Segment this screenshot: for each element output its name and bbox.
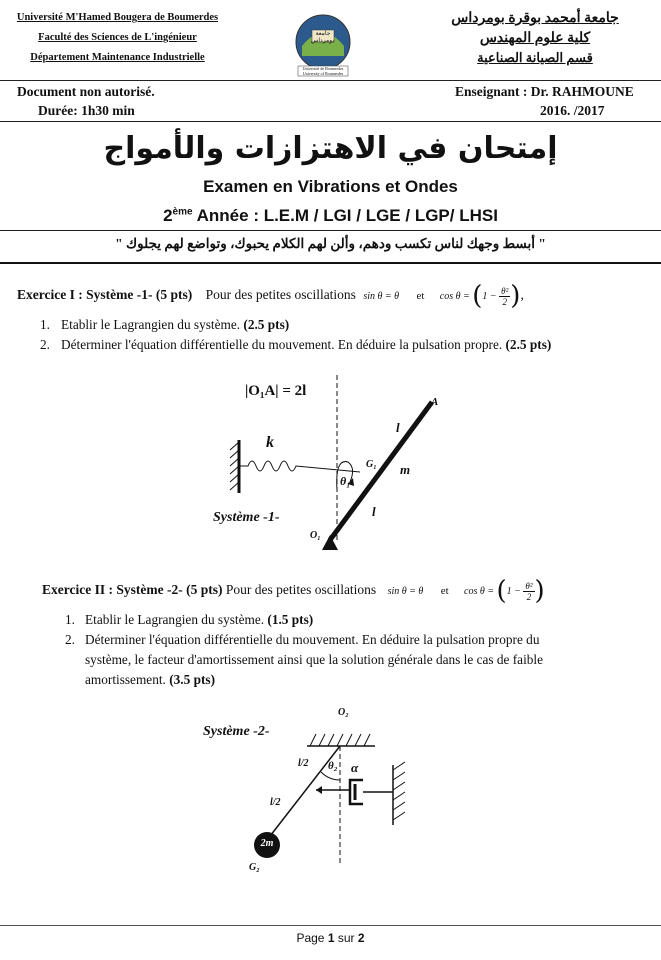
sin-approx-2: sin θ = θ [387,586,424,598]
cos-approx-lhs-2: cos θ = [464,586,497,598]
label-theta2: θ₂ [328,760,338,772]
motivational-quote: " أبسط وجهك لناس تكسب ودهم، وألن لهم الكلام يحبوك، وتواضع لهم يجلوك " [115,236,546,251]
angle-arc-theta2 [321,772,340,780]
formula-comma: , [520,287,524,303]
faculty-name-fr: Faculté des Sciences de L'ingénieur [38,32,197,43]
info-divider [0,121,661,122]
exercise-2-heading: Exercice II : Système -2- (5 pts) [42,582,223,598]
department-name-ar: قسم الصيانة الصناعية [477,50,593,65]
label-theta1: θ₁ [340,474,351,488]
teacher-name: Enseignant : Dr. RAHMOUNE [455,84,634,99]
cos-fraction: $\frac{\text{θ²}}{2}$ [501,285,509,307]
level-superscript: ème [172,206,193,218]
title-divider [0,230,661,231]
exercise-1-intro: Pour des petites oscillations [205,287,356,303]
exam-title-fr: Examen en Vibrations et Ondes [203,177,458,196]
label-O2: O₂ [338,707,349,718]
label-O1: O₁ [310,530,321,541]
et-label: et [416,290,425,303]
exam-title-ar: إمتحان في الاهتزازات والأمواج [103,131,558,166]
label-alpha: α [351,760,359,775]
label-k: k [266,434,274,451]
label-G2: G₂ [249,862,260,873]
exercise-2-intro: Pour des petites oscillations [222,582,377,598]
label-O1A-length: |O₁A| = 2l [245,383,307,399]
pivot-O1 [322,535,338,550]
university-name-ar: جامعة أمحمد بوقرة بومرداس [451,11,619,26]
figure-2-caption: Système -2- [203,724,270,739]
figure-system-2 [195,700,455,880]
university-logo [288,10,358,80]
label-l2-top: l/2 [298,758,309,769]
cos-fraction-2: $\frac{\text{θ²}}{2}$ [525,580,533,602]
header-divider [0,80,661,81]
label-2m: 2m [260,838,274,849]
logo-caption-2: University of Boumerdes [302,71,344,76]
academic-year: 2016. /2017 [540,103,605,118]
wall-2-hatching [393,762,405,820]
label-l-bottom: l [372,504,376,519]
system-1-diagram [190,370,470,555]
logo-text: جامعة بومرداس [311,31,334,44]
figure-1-caption: Système -1- [213,510,280,525]
university-name-fr: Université M'Hamed Bougera de Boumerdes [16,12,219,23]
label-G1: G₁ [366,459,377,470]
label-l2-bottom: l/2 [270,797,281,808]
page-number: Page 1 sur 2 [296,931,365,945]
faculty-name-ar: كلية علوم المهندس [479,31,591,46]
label-l-top: l [396,420,400,435]
sin-approx: sin θ = θ [363,291,400,303]
cos-one-minus: 1 − [482,291,500,303]
et-label-2: et [440,585,449,598]
ex2-question-2: 2. Déterminer l'équation différentielle du mouvement. En déduire la pulsation propre du système, le facteur d'amortissement ainsi que la solution générale dans le cas de faible amortissement. (3.5 pts) [65,632,544,687]
department-name-fr: Département Maintenance Industrielle [30,52,205,63]
exercise-2-statement: Exercice II : Système -2- (5 pts) Pour des petites oscillations sin θ = θ et cos θ = (1 − $\frac{\text{θ²}}{2}$ ) [42,576,545,606]
level-groups: Année : L.E.M / LGI / LGE / LGP/ LHSI [192,206,498,225]
cos-approx-lhs: cos θ = [439,291,473,303]
figure-system-1 [190,370,470,555]
footer-divider [0,925,661,926]
ceiling-hatching [310,734,370,746]
label-A: A [431,396,439,408]
document-status: Document non autorisé. [17,84,155,99]
cos-one-minus-2: 1 − [506,586,524,598]
label-m: m [400,462,411,477]
exam-level [0,206,661,226]
logo-caption-1: Université de Boumerdes [302,66,344,71]
exercise-1-heading: Exercice I : Système -1- (5 pts) [17,287,193,303]
exam-duration: Durée: 1h30 min [38,103,135,118]
quote-divider [0,262,661,264]
exercise-1-statement: Exercice I : Système -1- (5 pts) Pour des petites oscillations sin θ = θ et cos θ = (1 − $\frac{\text{θ²}}{2}$ ), [17,281,524,311]
level-number: 2 [163,206,173,225]
